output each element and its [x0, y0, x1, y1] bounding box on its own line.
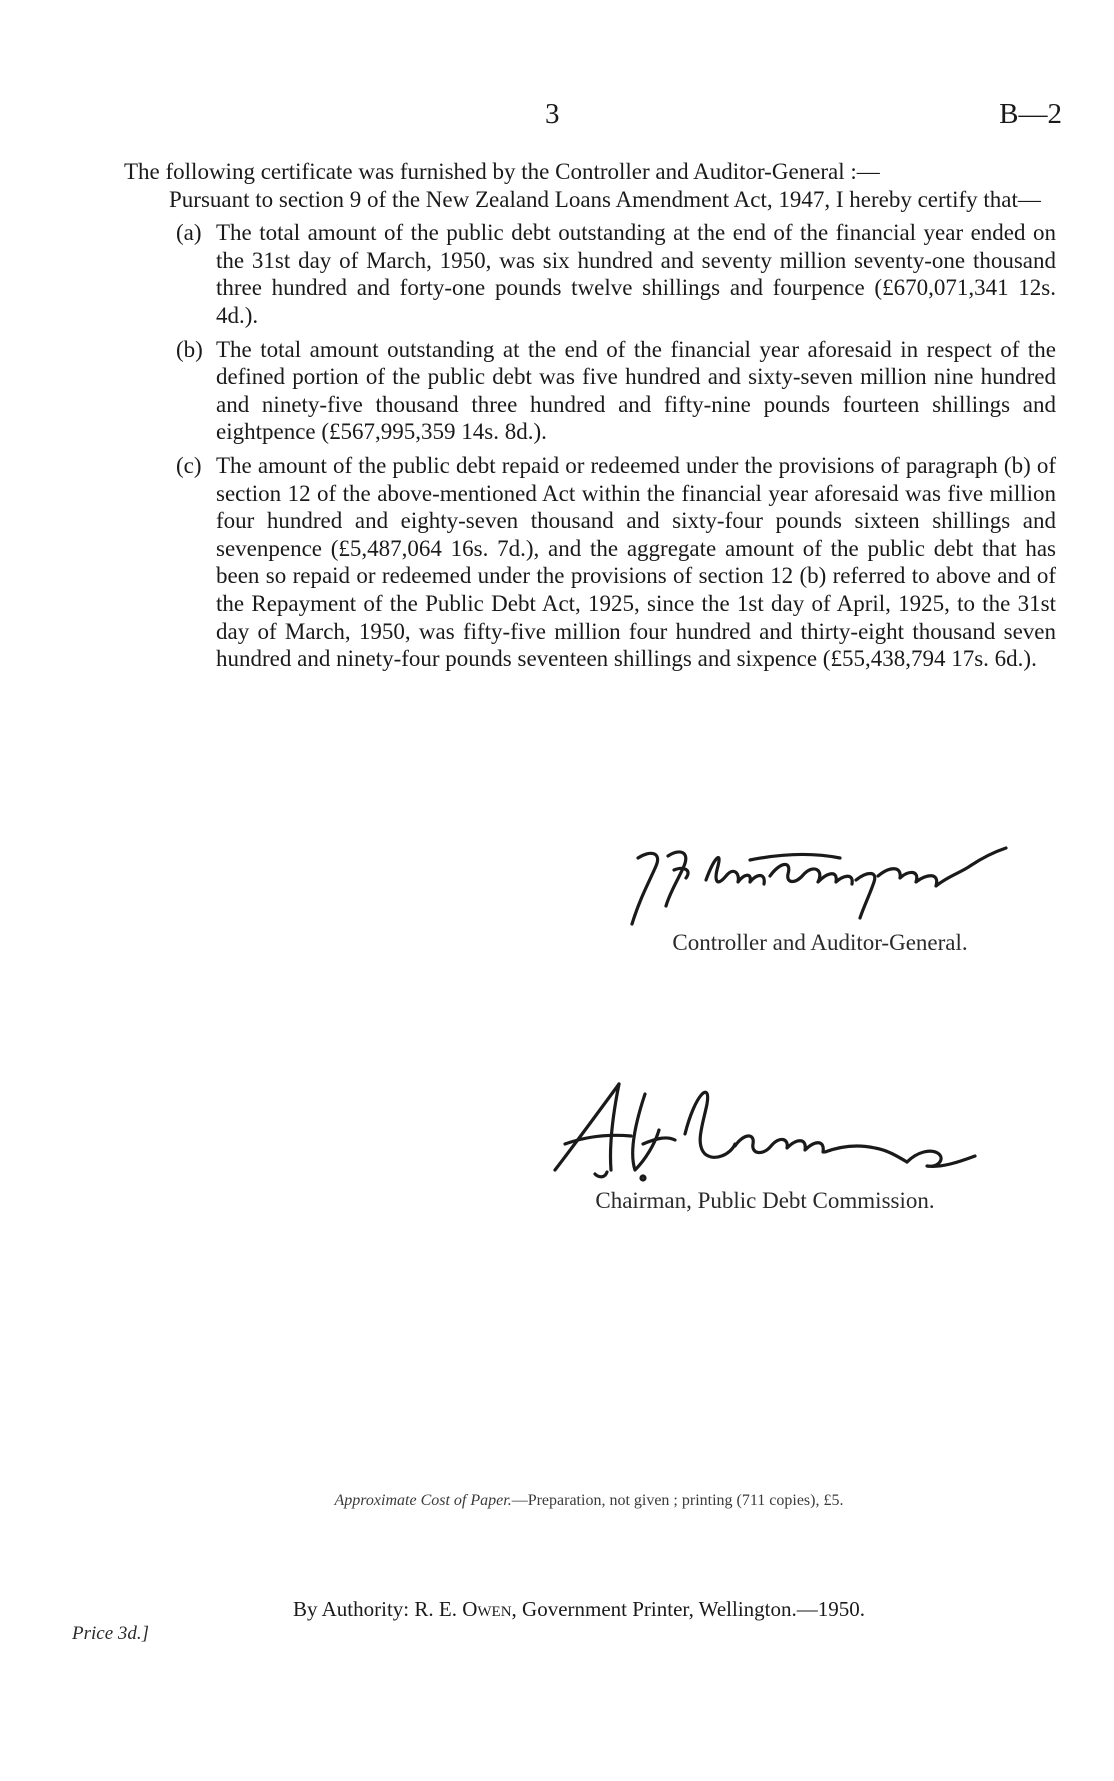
chairman-signature-block	[535, 1074, 995, 1214]
cost-note	[239, 1492, 939, 1510]
page-code: B—2	[999, 98, 1062, 130]
controller-title: Controller and Auditor-General.	[672, 930, 968, 955]
authority-prefix: By Authority:	[293, 1597, 410, 1621]
clause-list	[124, 219, 1056, 673]
authority-suffix: , Government Printer, Wellington.—1950.	[511, 1597, 865, 1621]
certificate-body	[124, 158, 1056, 673]
clause-a	[124, 219, 1056, 329]
clause-mark: (a)	[176, 220, 202, 246]
clause-mark: (c)	[176, 452, 202, 478]
clause-text: The total amount of the public debt outstanding at the end of the financial year ended on the 31st day of March, 1950, was six hundred and seventy million seventy-one thousand three hundred and forty-one pounds twelve shillings and fourpence (£670,071,341 12s. 4d.).	[216, 220, 1056, 328]
cost-text: —Preparation, not given ; printing (711 copies), £5.	[511, 1492, 844, 1509]
handwritten-signature-icon	[535, 1074, 995, 1184]
handwritten-signature-icon	[610, 836, 1030, 926]
printer-name: R. E. Owen	[414, 1597, 512, 1621]
cost-label: Approximate Cost of Paper.	[334, 1492, 512, 1509]
price-label: Price 3d.]	[72, 1623, 150, 1644]
clause-text: The amount of the public debt repaid or redeemed under the provisions of paragraph (b) of section 12 of the above-mentioned Act within the financial year aforesaid was five million four hundred and eighty-seven thousand and sixty-four pounds sixteen shillings and sevenpence (£5,487,064 16s. 7d.), and the aggregate amount of the public debt that has been so repaid or redeemed under the provisions of section 12 (b) referred to above and of the Repayment of the Public Debt Act, 1925, since the 1st day of April, 1925, to the 31st day of March, 1950, was fifty-five million four hundred and thirty-eight thousand seven hundred and ninety-four pounds seventeen shillings and sixpence (£55,438,794 17s. 6d.).	[216, 452, 1056, 672]
controller-signature-block	[610, 836, 1030, 956]
clause-text: The total amount outstanding at the end of the financial year aforesaid in respect of the defined portion of the public debt was five hundred and sixty-seven million nine hundred and ninety-five thousand three hundred and fifty-nine pounds fourteen shillings and eightpence (£567,995,359 14s. 8d.).	[216, 336, 1056, 445]
intro-paragraph: The following certificate was furnished by the Controller and Auditor-General :—	[124, 159, 880, 184]
page-number: 3	[545, 98, 560, 130]
clause-c	[124, 452, 1056, 673]
chairman-title: Chairman, Public Debt Commission.	[595, 1188, 935, 1213]
clause-b	[124, 336, 1056, 446]
clause-mark: (b)	[176, 336, 203, 362]
authority-line	[199, 1597, 959, 1622]
pursuant-paragraph: Pursuant to section 9 of the New Zealand Loans Amendment Act, 1947, I hereby certify that—	[169, 186, 1041, 212]
